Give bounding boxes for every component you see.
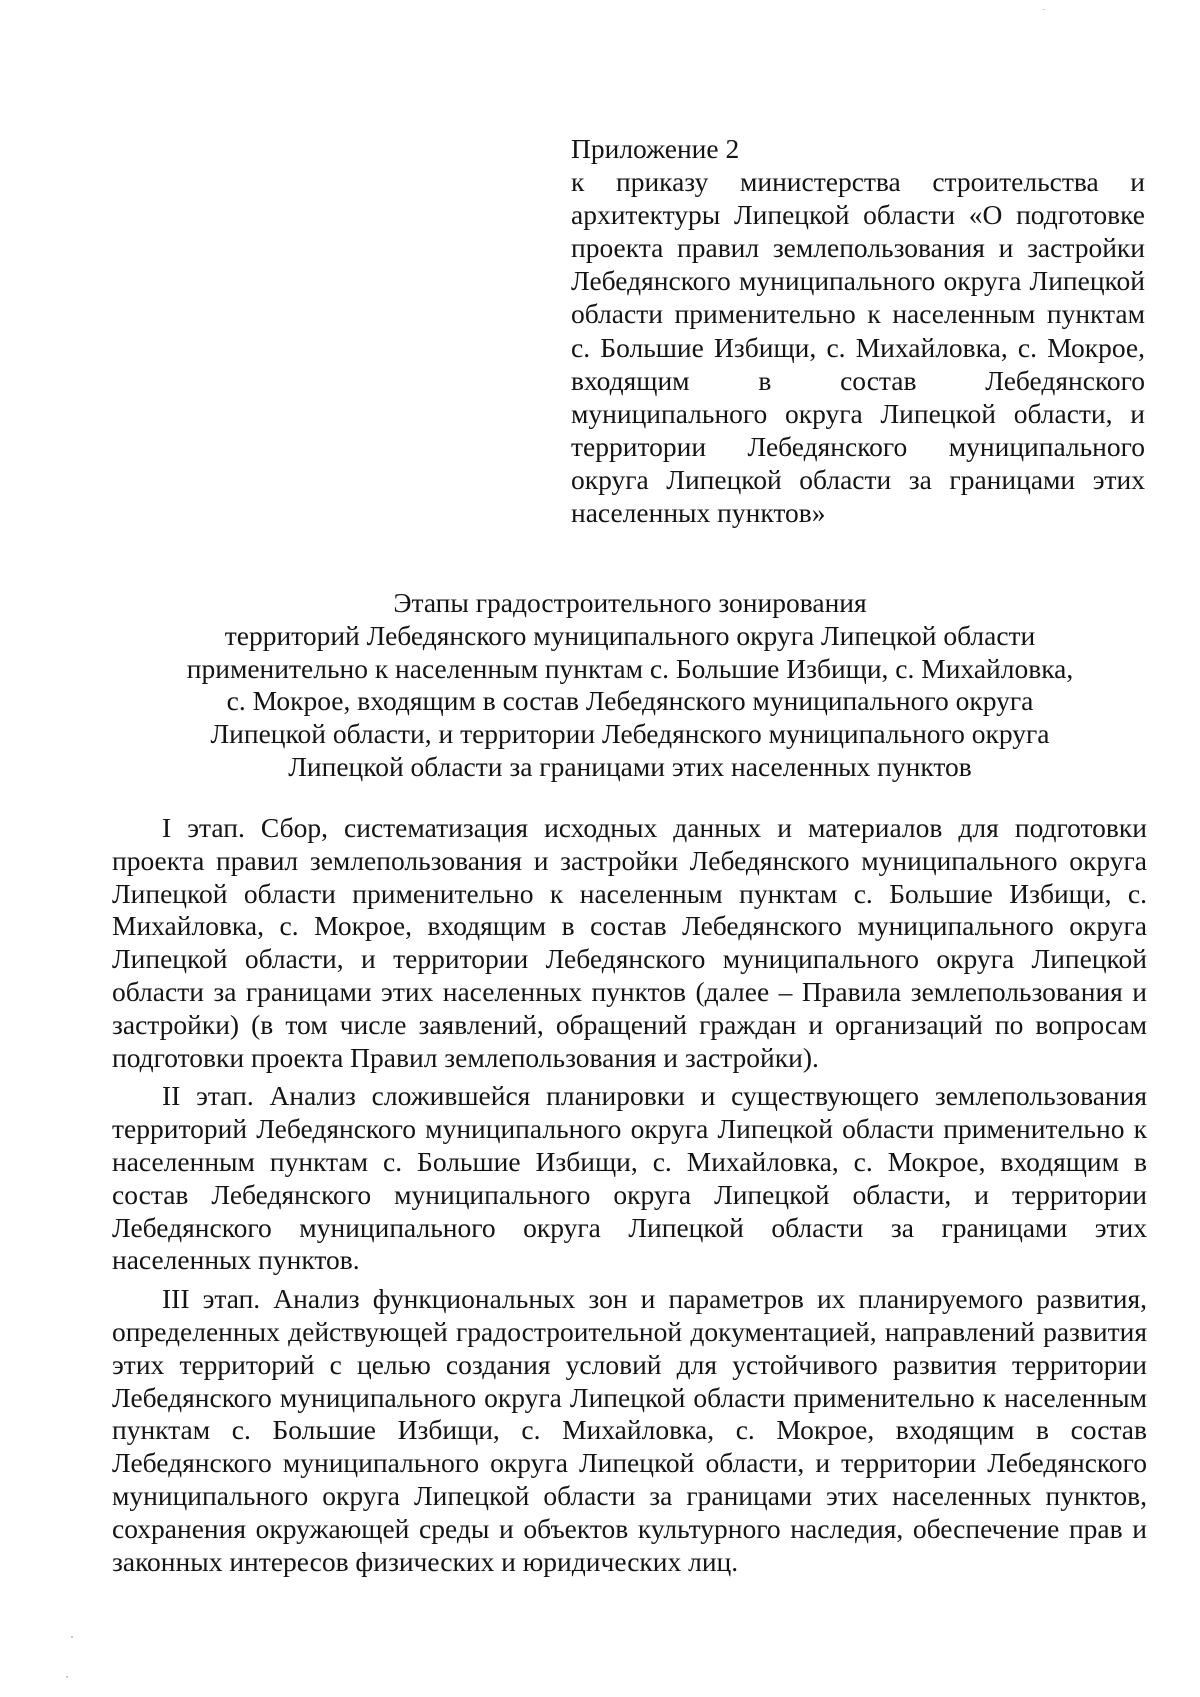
stage-2-paragraph: II этап. Анализ сложившейся планировки и существующего землепользования территорий Лебедянского муниципального округа Липецкой области применительно к населенным пунктам с. Большие Избищи, с. Михайловка, с. Мокрое, входящим в состав Лебедянского муниципального округа Липецкой области, и территории Лебедянского муниципального округа Липецкой области за границами этих населенных пунктов. bbox=[112, 1080, 1147, 1276]
appendix-reference: к приказу министерства строительства и архитектуры Липецкой области «О подготовке проекта правил землепользования и застройки Лебедянского муниципального округа Липецкой области применительно к населенным пунктам с. Большие Избищи, с. Михайловка, с. Мокрое, входящим в состав Лебедянского муниципального округа Липецкой области, и территории Лебедянского муниципального округа Липецкой области за границами этих населенных пунктов» bbox=[571, 166, 1145, 529]
heading-line: территорий Лебедянского муниципального округа Липецкой области bbox=[224, 619, 1036, 651]
stages-list bbox=[112, 812, 1147, 1578]
scan-speck bbox=[71, 1636, 73, 1638]
scan-speck bbox=[1042, 9, 1045, 10]
scan-speck bbox=[66, 1676, 68, 1678]
heading-line: Липецкой области за границами этих населенных пунктов bbox=[288, 750, 972, 782]
heading-line: Этапы градостроительного зонирования bbox=[393, 587, 867, 618]
appendix-title: Приложение 2 bbox=[571, 133, 740, 164]
appendix-block bbox=[571, 132, 1145, 529]
document-heading bbox=[110, 587, 1150, 784]
heading-line: с. Мокрое, входящим в состав Лебедянского муниципального округа bbox=[226, 685, 1034, 717]
stage-3-paragraph: III этап. Анализ функциональных зон и параметров их планируемого развития, определенных действующей градостроительной документацией, направлений развития этих территорий с целью создания условий для устойчивого развития территории Лебедянского муниципального округа Липецкой области применительно к населенным пунктам с. Большие Избищи, с. Михайловка, с. Мокрое, входящим в состав Лебедянского муниципального округа Липецкой области, и территории Лебедянского муниципального округа Липецкой области за границами этих населенных пунктов, сохранения окружающей среды и объектов культурного наследия, обеспечение прав и законных интересов физических и юридических лиц. bbox=[112, 1283, 1147, 1577]
heading-line: Липецкой области, и территории Лебедянского муниципального округа bbox=[210, 718, 1050, 750]
stage-1-paragraph: I этап. Сбор, систематизация исходных данных и материалов для подготовки проекта правил землепользования и застройки Лебедянского муниципального округа Липецкой области применительно к населенным пунктам с. Большие Избищи, с. Михайловка, с. Мокрое, входящим в состав Лебедянского муниципального округа Липецкой области, и территории Лебедянского муниципального округа Липецкой области за границами этих населенных пунктов (далее – Правила землепользования и застройки) (в том числе заявлений, обращений граждан и организаций по вопросам подготовки проекта Правил землепользования и застройки). bbox=[112, 812, 1147, 1073]
heading-line: применительно к населенным пунктам с. Большие Избищи, с. Михайловка, bbox=[186, 652, 1074, 684]
